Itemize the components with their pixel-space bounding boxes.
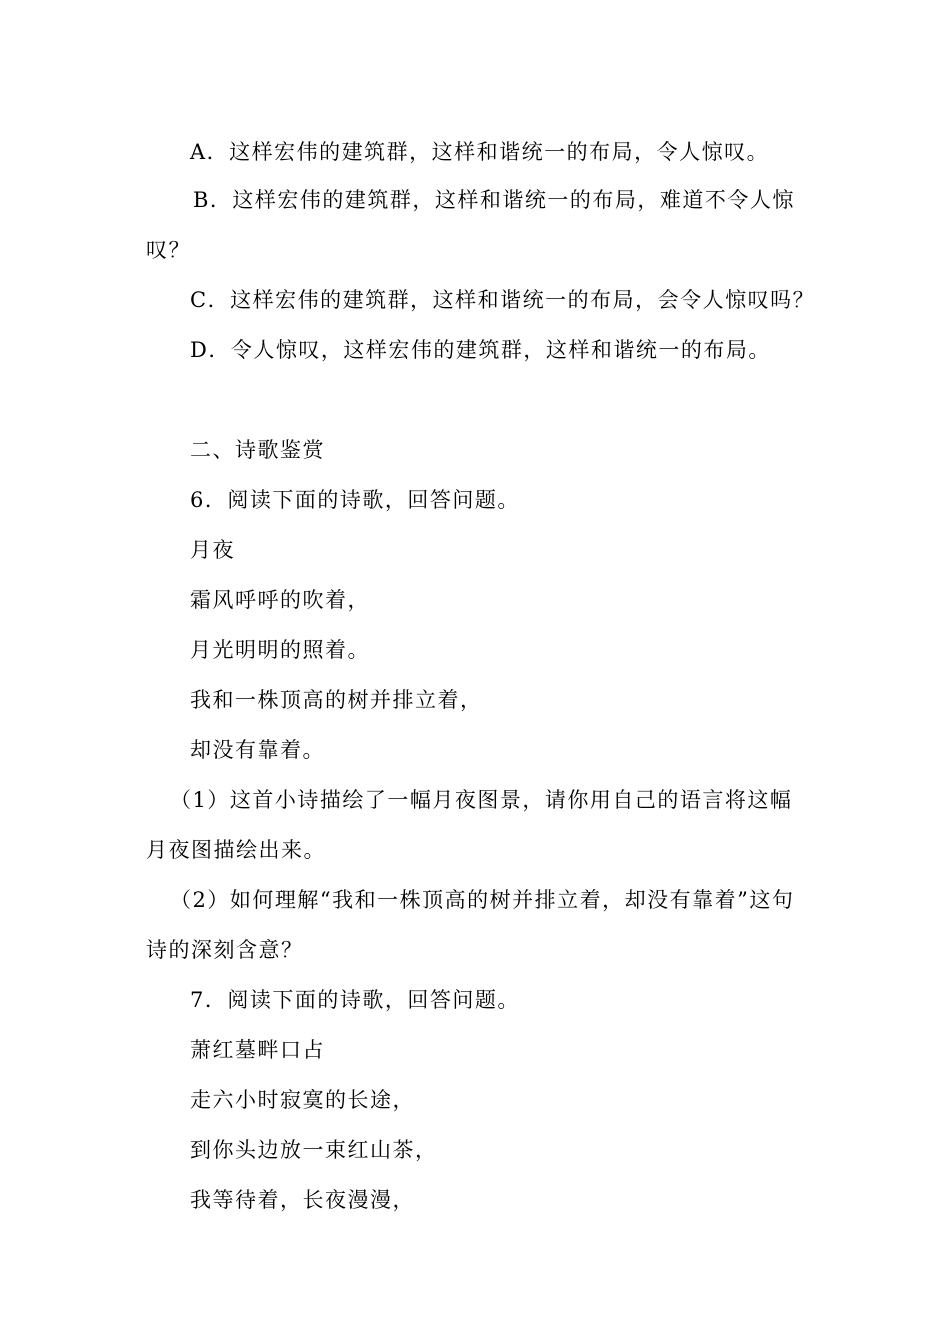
poem-6-line-4: 却没有靠着。 — [190, 738, 325, 762]
poem-7-line-2: 到你头边放一束红山茶， — [190, 1138, 438, 1162]
poem-6-title: 月夜 — [190, 538, 235, 562]
section-title: 二、诗歌鉴赏 — [190, 438, 325, 462]
poem-6-line-2: 月光明明的照着。 — [190, 638, 370, 662]
poem-7-line-3: 我等待着，长夜漫漫， — [190, 1188, 415, 1212]
question-6-sub-2: （2）如何理解“我和一株顶高的树并排立着，却没有靠着”这句诗的深刻含意？ — [146, 888, 795, 962]
option-d: D．令人惊叹，这样宏伟的建筑群，这样和谐统一的布局。 — [190, 338, 771, 362]
poem-7-line-1: 走六小时寂寞的长途， — [190, 1088, 415, 1112]
question-6-prompt: 6．阅读下面的诗歌，回答问题。 — [190, 488, 520, 512]
poem-7-title: 萧红墓畔口占 — [190, 1038, 325, 1062]
poem-6-line-1: 霜风呼呼的吹着， — [190, 588, 370, 612]
option-c: C．这样宏伟的建筑群，这样和谐统一的布局，会令人惊叹吗？ — [190, 288, 816, 312]
question-6-sub-1: （1）这首小诗描绘了一幅月夜图景，请你用自己的语言将这幅月夜图描绘出来。 — [146, 788, 793, 862]
poem-6-line-3: 我和一株顶高的树并排立着， — [190, 688, 483, 712]
option-b: B．这样宏伟的建筑群，这样和谐统一的布局，难道不令人惊叹？ — [146, 188, 795, 262]
option-a: A．这样宏伟的建筑群，这样和谐统一的布局，令人惊叹。 — [190, 140, 770, 164]
question-7-prompt: 7．阅读下面的诗歌，回答问题。 — [190, 988, 520, 1012]
